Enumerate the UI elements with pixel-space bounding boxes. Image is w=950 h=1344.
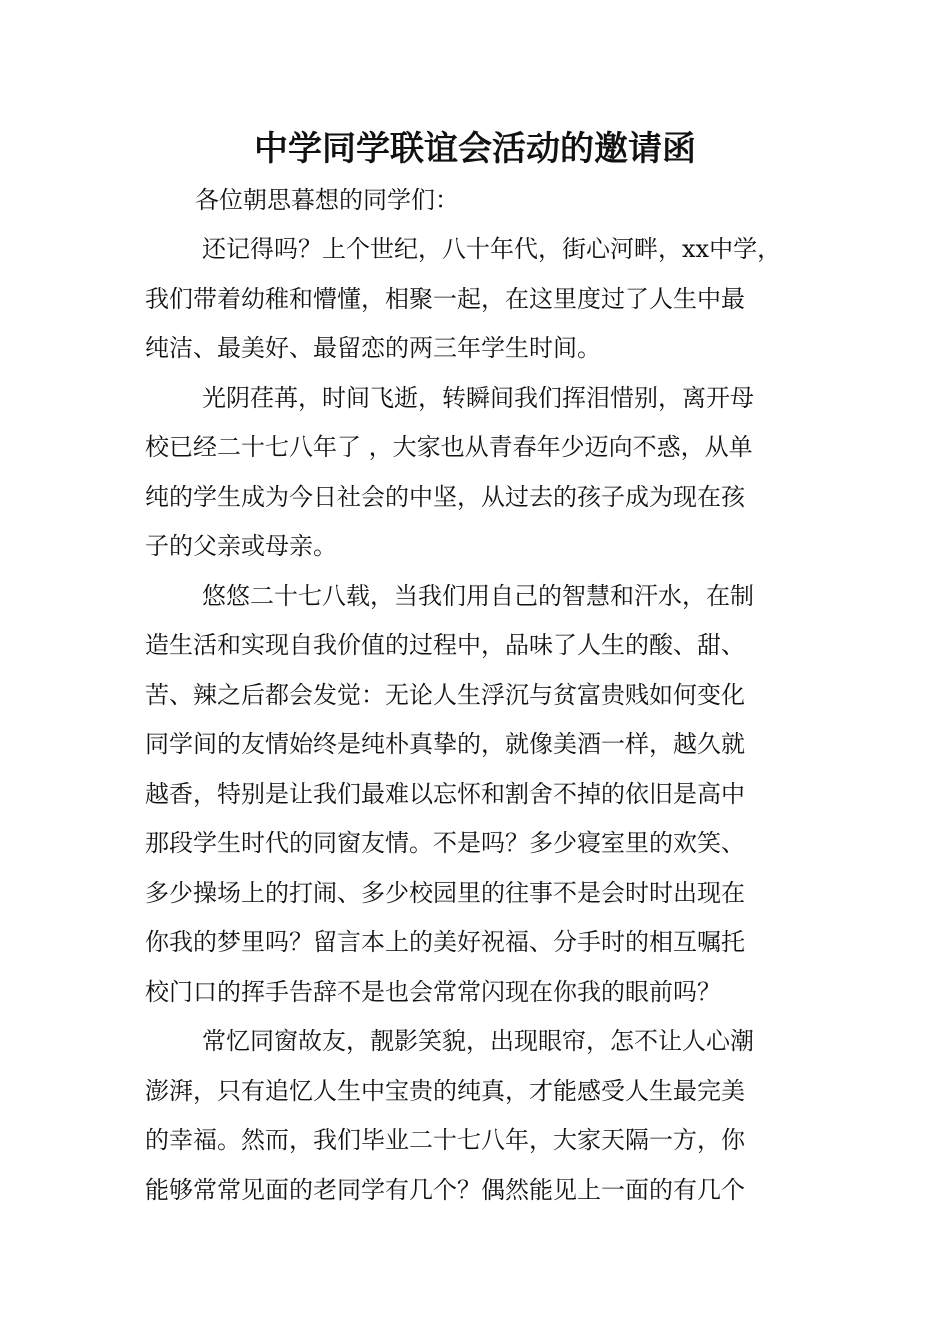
text-line: 苦、辣之后都会发觉：无论人生浮沉与贫富贵贱如何变化 — [145, 680, 745, 709]
text-line: 你我的梦里吗？留言本上的美好祝福、分手时的相互嘱托 — [145, 928, 745, 956]
text-line: 的幸福。然而，我们毕业二十七八年，大家天隔一方，你 — [145, 1126, 745, 1154]
text-line: 澎湃，只有追忆人生中宝贵的纯真，才能感受人生最完美 — [145, 1076, 745, 1105]
salutation: 各位朝思暮想的同学们： — [195, 186, 459, 214]
text-line: 多少操场上的打闹、多少校园里的往事不是会时时出现在 — [145, 878, 745, 907]
text-line: 同学间的友情始终是纯朴真挚的，就像美酒一样，越久就 — [145, 730, 745, 758]
document-title: 中学同学联谊会活动的邀请函 — [254, 129, 696, 169]
text-line: 越香，特别是让我们最难以忘怀和割舍不掉的依旧是高中 — [145, 779, 745, 808]
text-line: 常忆同窗故友，靓影笑貌，出现眼帘，怎不让人心潮 — [202, 1027, 754, 1055]
text-line: 光阴荏苒，时间飞逝，转瞬间我们挥泪惜别，离开母 — [202, 383, 754, 412]
letter-body — [145, 225, 845, 1215]
text-line: 悠悠二十七八载，当我们用自己的智慧和汗水，在制 — [202, 581, 754, 610]
text-line: 纯洁、最美好、最留恋的两三年学生时间。 — [145, 334, 601, 362]
text-line: 子的父亲或母亲。 — [145, 532, 337, 560]
text-line: 校已经二十七八年了 ，大家也从青春年少迈向不惑，从单 — [145, 433, 753, 461]
text-line: 我们带着幼稚和懵懂，相聚一起，在这里度过了人生中最 — [145, 284, 745, 313]
text-line: 能够常常见面的老同学有几个？偶然能见上一面的有几个 — [145, 1175, 745, 1204]
text-line: 校门口的挥手告辞不是也会常常闪现在你我的眼前吗？ — [145, 977, 721, 1006]
text-line: 那段学生时代的同窗友情。不是吗？多少寝室里的欢笑、 — [145, 829, 745, 857]
text-line: 造生活和实现自我价值的过程中，品味了人生的酸、甜、 — [145, 631, 745, 659]
text-line: 还记得吗？上个世纪，八十年代，街心河畔，xx中学， — [202, 235, 782, 263]
text-line: 纯的学生成为今日社会的中坚，从过去的孩子成为现在孩 — [145, 482, 745, 511]
